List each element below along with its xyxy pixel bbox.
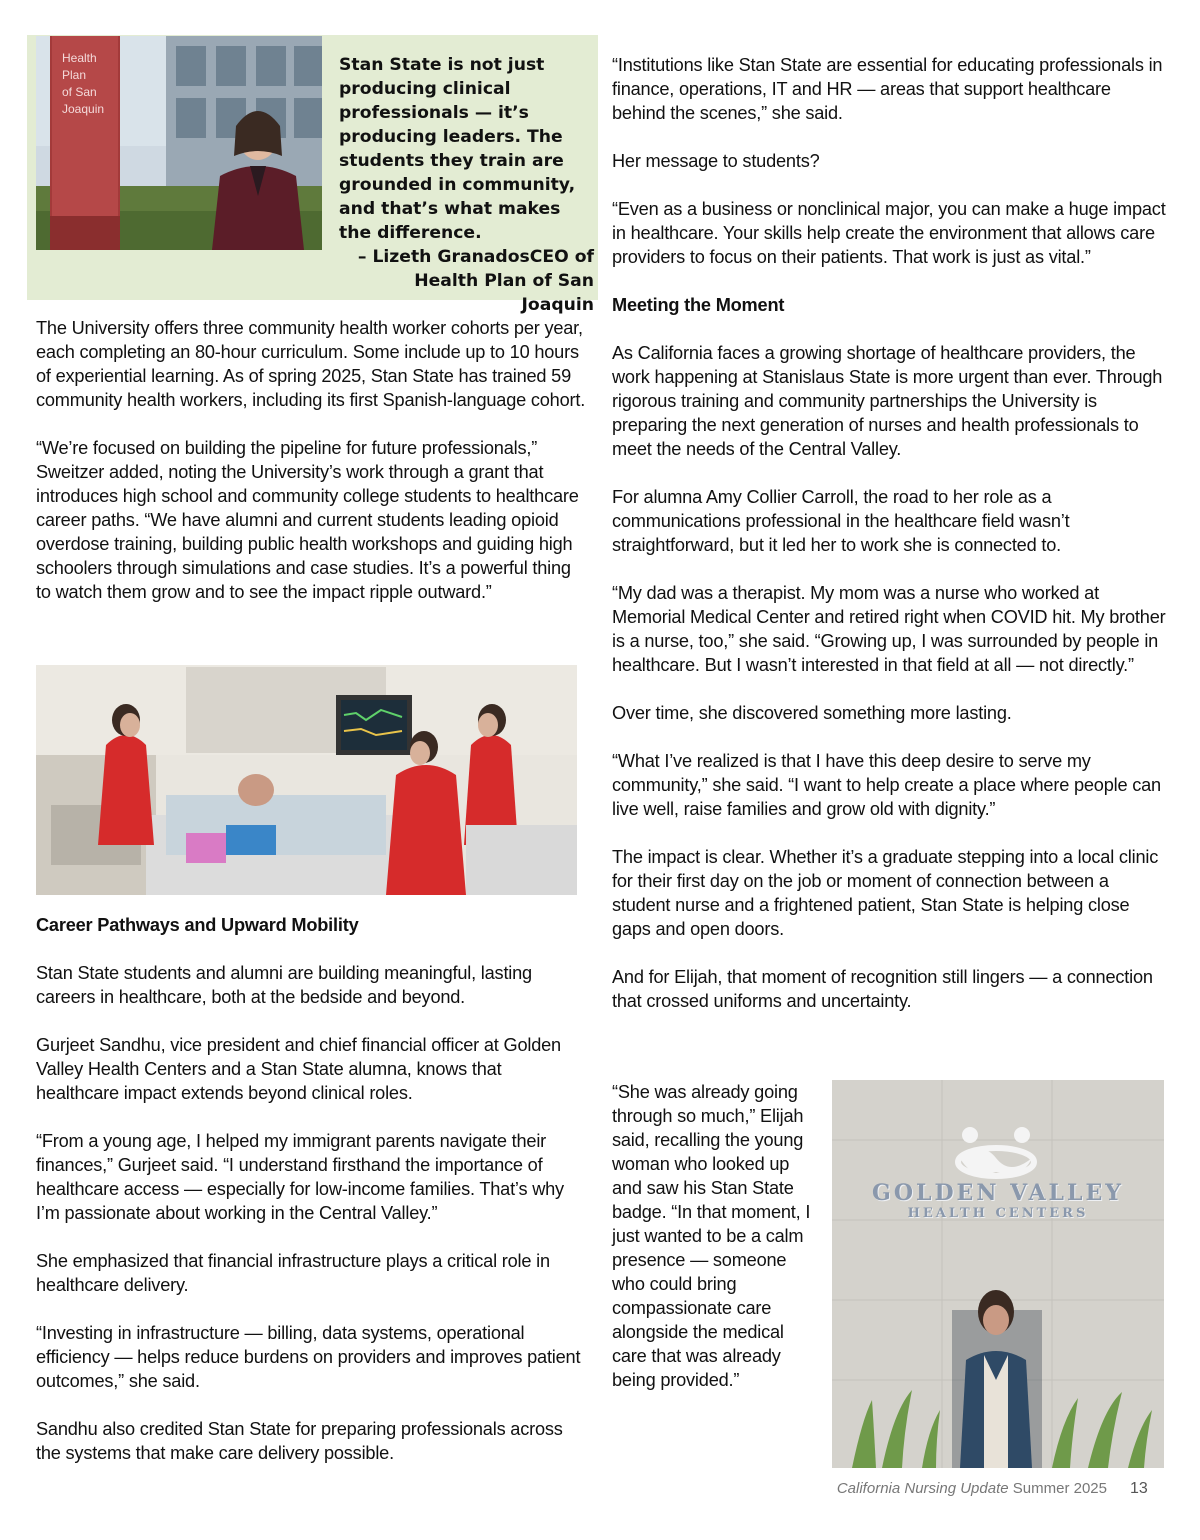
pull-quote-attribution: – Lizeth GranadosCEO of Health Plan of San Joaquin [357,247,594,315]
ceo-photo [36,36,322,250]
body-paragraph: She emphasized that financial infrastructure plays a critical role in healthcare delivery. [36,1251,550,1295]
left-column-bottom [36,913,588,1489]
footer-publication: California Nursing Update Summer 2025 [836,1480,1107,1497]
nursing-simulation-photo [36,665,577,895]
body-paragraph: “What I’ve realized is that I have this deep desire to serve my community,” she said. “I want to help create a place where people can live well, raise families and grow old with dignity.” [612,751,1161,819]
pull-quote-text: Stan State is not just producing clinical professionals — it’s producing leaders. The students they train are grounded in community, and that’s what makes the difference. [339,55,576,243]
body-paragraph: “We’re focused on building the pipeline for future professionals,” Sweitzer added, noting the University’s work through a grant that introduces high school and community college students to healthcare career paths. “We have alumni and current students leading opioid overdose training, building public health workshops and guiding high schoolers through simulations and case studies. It’s a powerful thing to watch them grow and to see the impact ripple outward.” [36,438,579,602]
body-paragraph: “Even as a business or nonclinical major, you can make a huge impact in healthcare. Your skills help create the environment that allows care providers to focus on their patients. That work is just as vital.” [612,199,1166,267]
body-paragraph: And for Elijah, that moment of recognition still lingers — a connection that crossed uniforms and uncertainty. [612,967,1153,1011]
body-paragraph: The University offers three community health worker cohorts per year, each completing an 80-hour curriculum. Some include up to 10 hours of experiential learning. As of spring 2025, Stan State has trained 59 community health workers, including its first Spanish-language cohort. [36,318,586,410]
pull-quote [339,53,594,317]
sign-line-2: HEALTH CENTERS [907,1206,1089,1221]
body-paragraph: “From a young age, I helped my immigrant parents navigate their finances,” Gurjeet said. “I understand firsthand the importance of healthcare access — especially for low-income families. That’s why I’m passionate about working in the Central Valley.” [36,1131,564,1223]
section-heading: Career Pathways and Upward Mobility [36,915,359,935]
body-paragraph: “Investing in infrastructure — billing, data systems, operational efficiency — helps reduce burdens on providers and improves patient outcomes,” she said. [36,1323,581,1391]
body-paragraph: Stan State students and alumni are building meaningful, lasting careers in healthcare, both at the bedside and beyond. [36,963,532,1007]
wrapped-quote-column [612,1080,818,1416]
golden-valley-sign [832,1180,1164,1221]
left-column-top [36,316,588,628]
golden-valley-photo [832,1080,1164,1468]
body-paragraph: Sandhu also credited Stan State for preparing professionals across the systems that make care delivery possible. [36,1419,563,1463]
section-heading: Meeting the Moment [612,295,785,315]
body-paragraph: Gurjeet Sandhu, vice president and chief financial officer at Golden Valley Health Centers and a Stan State alumna, knows that healthcare impact extends beyond clinical roles. [36,1035,561,1103]
body-paragraph: As California faces a growing shortage of healthcare providers, the work happening at Stanislaus State is more urgent than ever. Through rigorous training and community partnerships the University is preparing the next generation of nurses and health professionals to meet the needs of the Central Valley. [612,343,1163,459]
body-paragraph: “My dad was a therapist. My mom was a nurse who worked at Memorial Medical Center and retired right when COVID hit. My brother is a nurse, too,” she said. “Growing up, I was surrounded by people in healthcare. But I wasn’t interested in that field at all — not directly.” [612,583,1166,675]
sign-line-1: GOLDEN VALLEY [872,1180,1124,1206]
body-paragraph: “Institutions like Stan State are essential for educating professionals in finance, operations, IT and HR — areas that support healthcare behind the scenes,” she said. [612,55,1163,123]
body-paragraph: Her message to students? [612,151,820,171]
body-paragraph: For alumna Amy Collier Carroll, the road to her role as a communications professional in the healthcare field wasn’t straightforward, but it led her to work she is connected to. [612,487,1070,555]
right-column [612,53,1168,1037]
page-number: 13 [1130,1480,1148,1497]
body-paragraph: Over time, she discovered something more lasting. [612,703,1012,723]
body-paragraph: The impact is clear. Whether it’s a graduate stepping into a local clinic for their first day on the job or moment of connection between a student nurse and a frightened patient, Stan State is helping close gaps and open doors. [612,847,1159,939]
body-paragraph: “She was already going through so much,” Elijah said, recalling the young woman who looked up and saw his Stan State badge. “In that moment, I just wanted to be a calm presence — someone who could bring compassionate care alongside the medical care that was already being provided.” [612,1082,811,1390]
sign-text: Health Plan of San Joaquin [62,51,105,116]
